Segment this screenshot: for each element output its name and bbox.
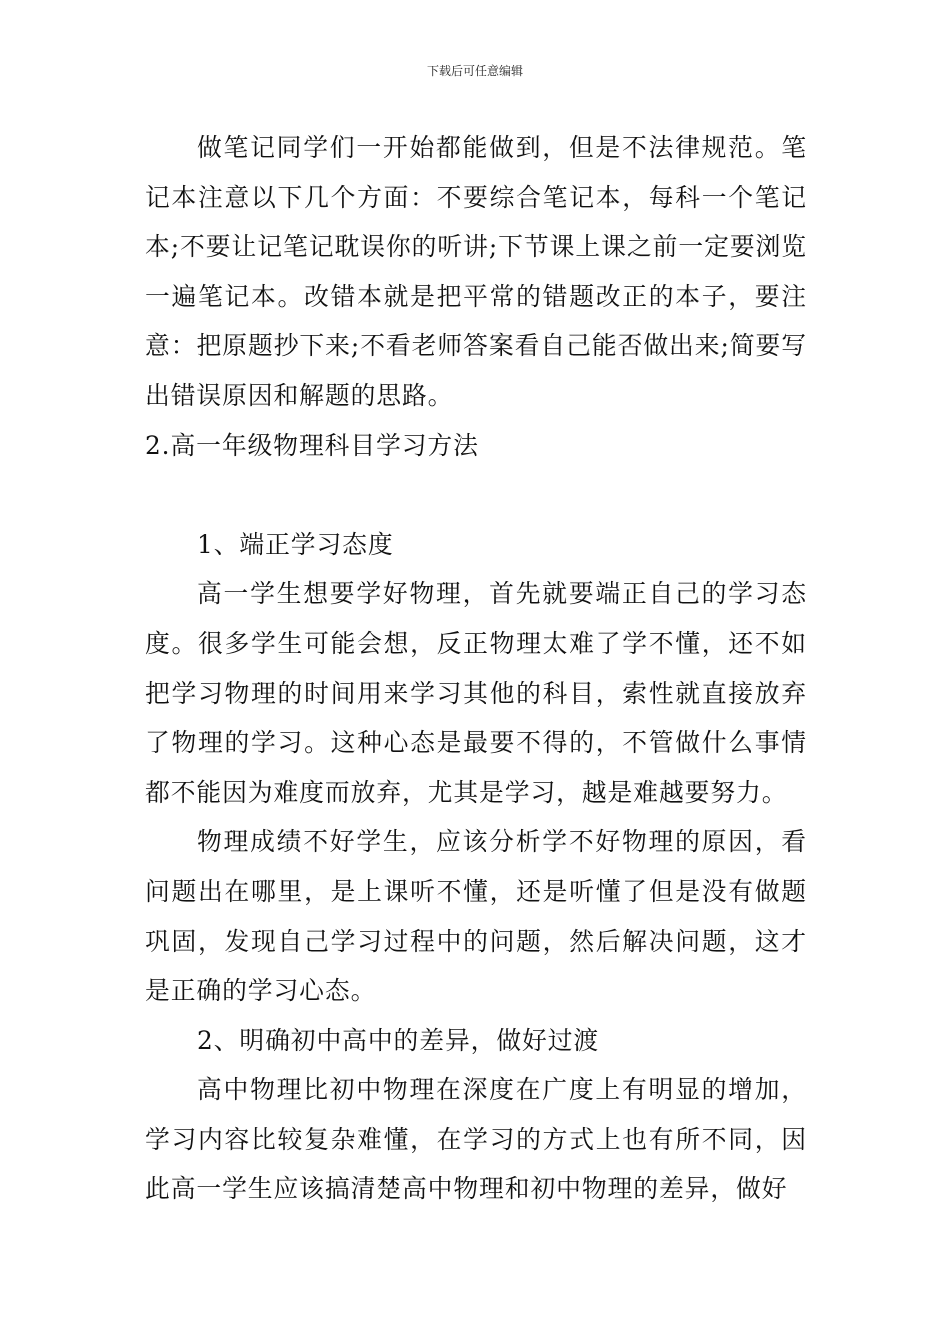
- item-heading: 2、明确初中高中的差异，做好过渡: [197, 1025, 600, 1055]
- page-header: 下载后可任意编辑: [426, 64, 523, 78]
- paragraph-notes-advice: 做笔记同学们一开始都能做到，但是不法律规范。笔记本注意以下几个方面：不要综合笔记本，每科一个笔记本;不要让记笔记耽误你的听讲;下节课上课之前一定要浏览一遍笔记本。改错本就是把平常的错题改正的本子，要注意：把原题抄下来;不看老师答案看自己能否做出来;简要写出错误原因和解题的思路。: [145, 133, 807, 410]
- item-heading: 1、端正学习态度: [197, 529, 394, 559]
- section-heading: 2.高一年级物理科目学习方法: [145, 430, 479, 460]
- document-body: [145, 123, 807, 1214]
- paragraph-differences: 高中物理比初中物理在深度在广度上有明显的增加，学习内容比较复杂难懂，在学习的方式上也有所不同，因此高一学生应该搞清楚高中物理和初中物理的差异，做好: [145, 1075, 807, 1204]
- paragraph-attitude: 高一学生想要学好物理，首先就要端正自己的学习态度。很多学生可能会想，反正物理太难了学不懂，还不如把学习物理的时间用来学习其他的科目，索性就直接放弃了物理的学习。这种心态是最要不得的，不管做什么事情都不能因为难度而放弃，尤其是学习，越是难越要努力。: [145, 579, 807, 807]
- paragraph-analysis: 物理成绩不好学生，应该分析学不好物理的原因，看问题出在哪里，是上课听不懂，还是听懂了但是没有做题巩固，发现自己学习过程中的问题，然后解决问题，这才是正确的学习心态。: [145, 827, 807, 1006]
- blank-line: [145, 470, 807, 520]
